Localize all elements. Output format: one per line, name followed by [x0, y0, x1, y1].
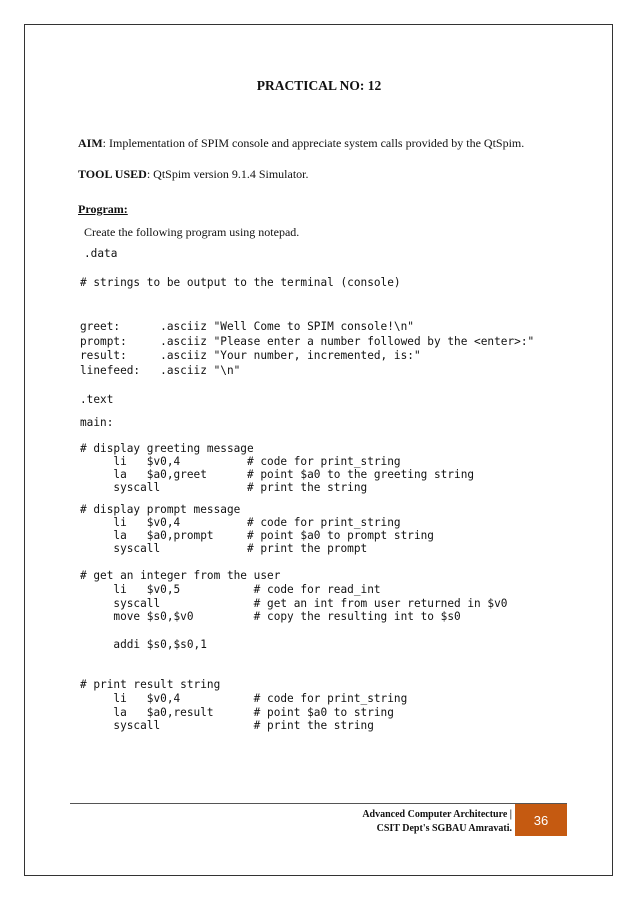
tool-line	[78, 167, 308, 182]
tool-text: : QtSpim version 9.1.4 Simulator.	[146, 167, 309, 181]
code-block-read: # get an integer from the user li $v0,5 # code for read_int syscall # get an int from user returned in $v0 move $s0,$v0 # copy the resulting int to $s0	[80, 569, 508, 624]
code-block-prompt: # display prompt message li $v0,4 # code for print_string la $a0,prompt # point $a0 to prompt string syscall # print the prompt	[80, 503, 434, 555]
code-text-directive: .text	[80, 393, 114, 406]
code-data-directive: .data	[84, 247, 118, 260]
instruction-text: Create the following program using notepad.	[84, 225, 300, 239]
code-main-label: main:	[80, 416, 114, 429]
aim-text: : Implementation of SPIM console and appreciate system calls provided by the QtSpim.	[102, 136, 525, 150]
footer-line-2: CSIT Dept's SGBAU Amravati.	[376, 823, 512, 834]
aim-label: AIM	[78, 136, 103, 150]
code-strings-comment: # strings to be output to the terminal (console)	[80, 276, 401, 289]
page-number-badge: 36	[515, 804, 567, 836]
footer-divider	[70, 803, 567, 804]
aim-line	[78, 136, 524, 151]
footer-text	[362, 808, 512, 836]
program-heading: Program:	[78, 202, 128, 216]
page-title: PRACTICAL NO: 12	[256, 78, 382, 93]
code-declarations: greet: .asciiz "Well Come to SPIM console!\n" prompt: .asciiz "Please enter a number followed by the <enter>:" result: .asciiz "Your number, incremented, is:" linefeed: .asciiz "\n"	[80, 320, 535, 377]
code-block-greeting: # display greeting message li $v0,4 # code for print_string la $a0,greet # point $a0 to the greeting string syscall # print the string	[80, 442, 475, 494]
code-addi-line: addi $s0,$s0,1	[80, 638, 207, 651]
code-block-print: # print result string li $v0,4 # code for print_string la $a0,result # point $a0 to string syscall # print the string	[80, 678, 408, 733]
tool-label: TOOL USED	[78, 167, 147, 181]
footer-line-1: Advanced Computer Architecture |	[362, 809, 512, 820]
